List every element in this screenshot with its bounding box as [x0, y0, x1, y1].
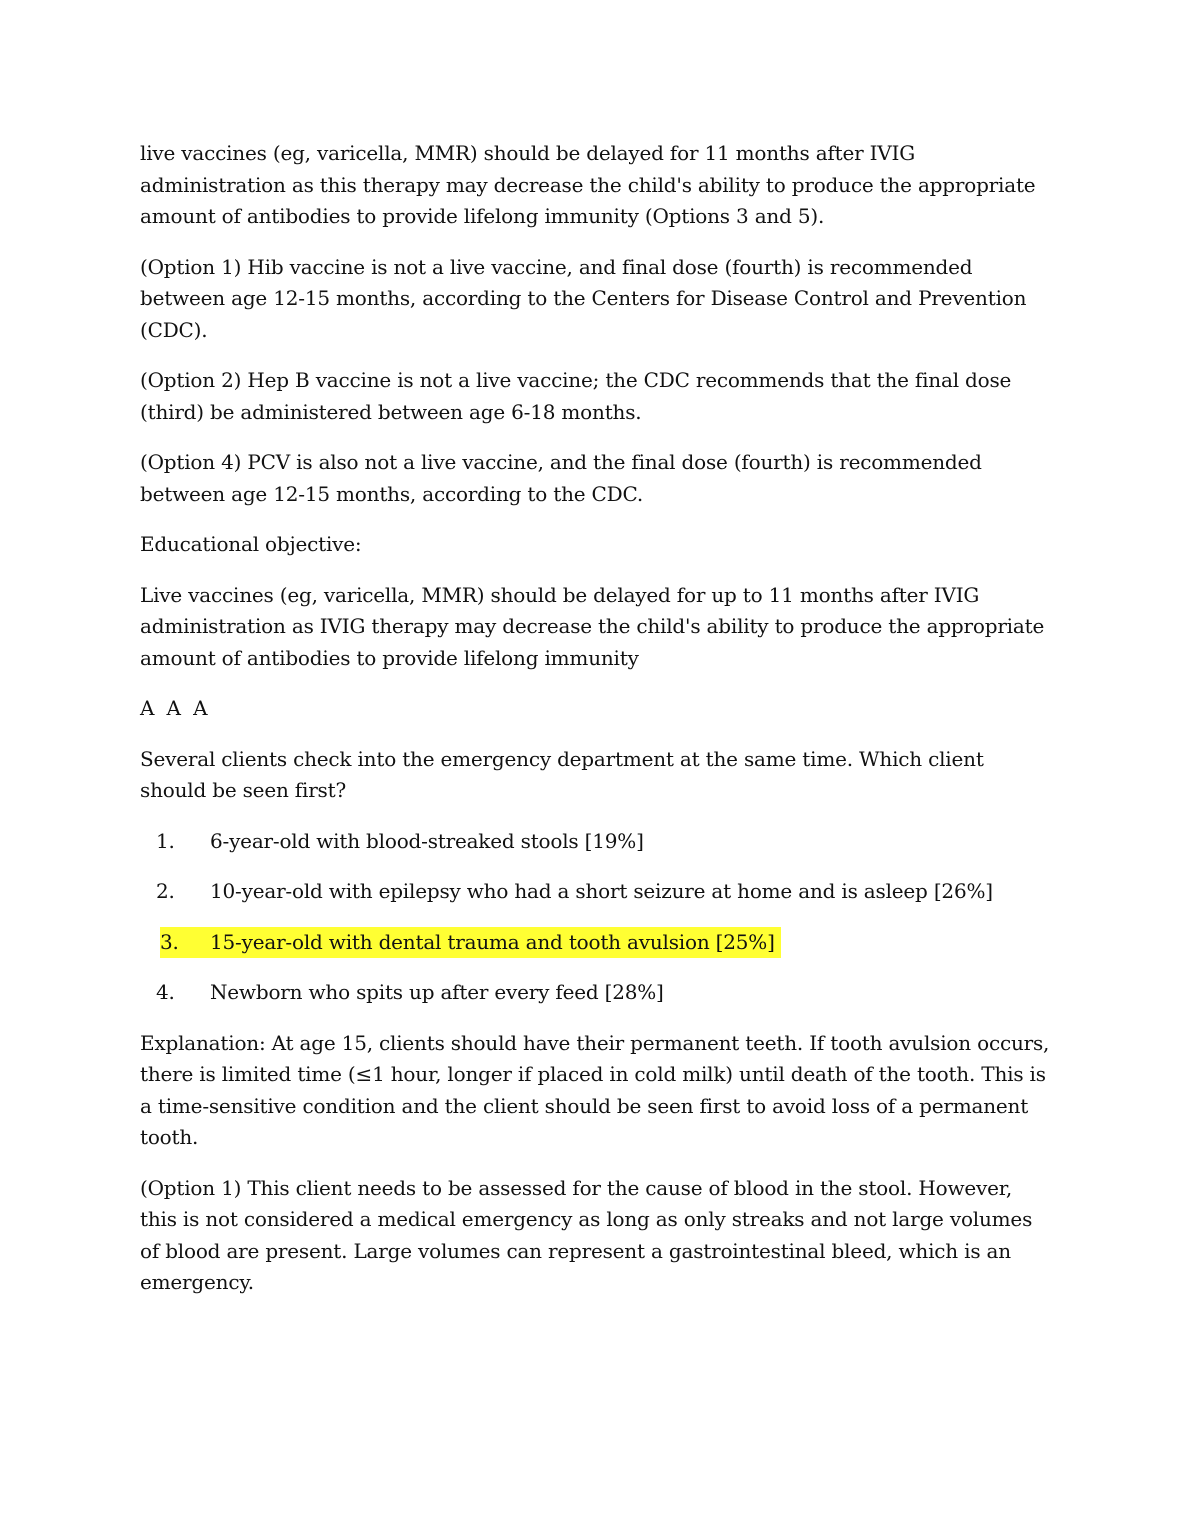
paragraph-live-vaccines: live vaccines (eg, varicella, MMR) should be delayed for 11 months after IVIG administration as this therapy may decrease the child's ability to produce the appropriate amount of antibodies to provide lifelong immunity (Options 3 and 5). — [140, 141, 1036, 228]
option-1-explanation-paragraph: (Option 1) This client needs to be assessed for the cause of blood in the stool. However, this is not considered a medical emergency as long as only streaks and not large volumes of blood are present. Large volumes can represent a gastrointestinal bleed, which is an emergency. — [140, 1175, 1033, 1294]
option-number: 2. — [156, 879, 175, 903]
option-number: 1. — [156, 828, 175, 853]
question-stem: Several clients check into the emergency department at the same time. Which client should be seen first? — [140, 746, 984, 802]
answer-option-4 — [140, 977, 1050, 1009]
option-text: 15-year-old with dental trauma and tooth avulsion [25%] — [210, 929, 775, 954]
option-text: 10-year-old with epilepsy who had a short seizure at home and is asleep [26%] — [210, 879, 993, 903]
answer-option-2 — [140, 876, 1050, 908]
option-number: 4. — [156, 980, 175, 1004]
option-text: Newborn who spits up after every feed [28%] — [210, 980, 664, 1004]
option-number: 3. — [160, 929, 179, 954]
educational-objective-text: Live vaccines (eg, varicella, MMR) should be delayed for up to 11 months after IVIG administration as IVIG therapy may decrease the child's ability to produce the appropriate amount of antibodies to provide lifelong immunity — [140, 582, 1045, 670]
answer-option-1 — [140, 826, 1050, 858]
paragraph-option-1-hib: (Option 1) Hib vaccine is not a live vaccine, and final dose (fourth) is recommended between age 12-15 months, according to the Centers for Disease Control and Prevention (CDC). — [140, 254, 1027, 342]
educational-objective-heading: Educational objective: — [140, 532, 362, 556]
explanation-paragraph: Explanation: At age 15, clients should have their permanent teeth. If tooth avulsion occurs, there is limited time (≤1 hour, longer if placed in cold milk) until death of the tooth. This is a time-sensitive condition and the client should be seen first to avoid loss of a permanent tooth. — [140, 1030, 1050, 1149]
answer-option-3-correct — [140, 927, 1050, 959]
paragraph-option-4-pcv: (Option 4) PCV is also not a live vaccine, and the final dose (fourth) is recommended between age 12-15 months, according to the CDC. — [140, 450, 982, 506]
paragraph-option-2-hepb: (Option 2) Hep B vaccine is not a live vaccine; the CDC recommends that the final dose (third) be administered between age 6-18 months. — [140, 368, 1012, 424]
font-size-controls: A A A — [140, 696, 208, 720]
option-text: 6-year-old with blood-streaked stools [19%] — [210, 828, 644, 853]
document-page — [140, 138, 1050, 1318]
answer-options-list — [140, 826, 1050, 1009]
